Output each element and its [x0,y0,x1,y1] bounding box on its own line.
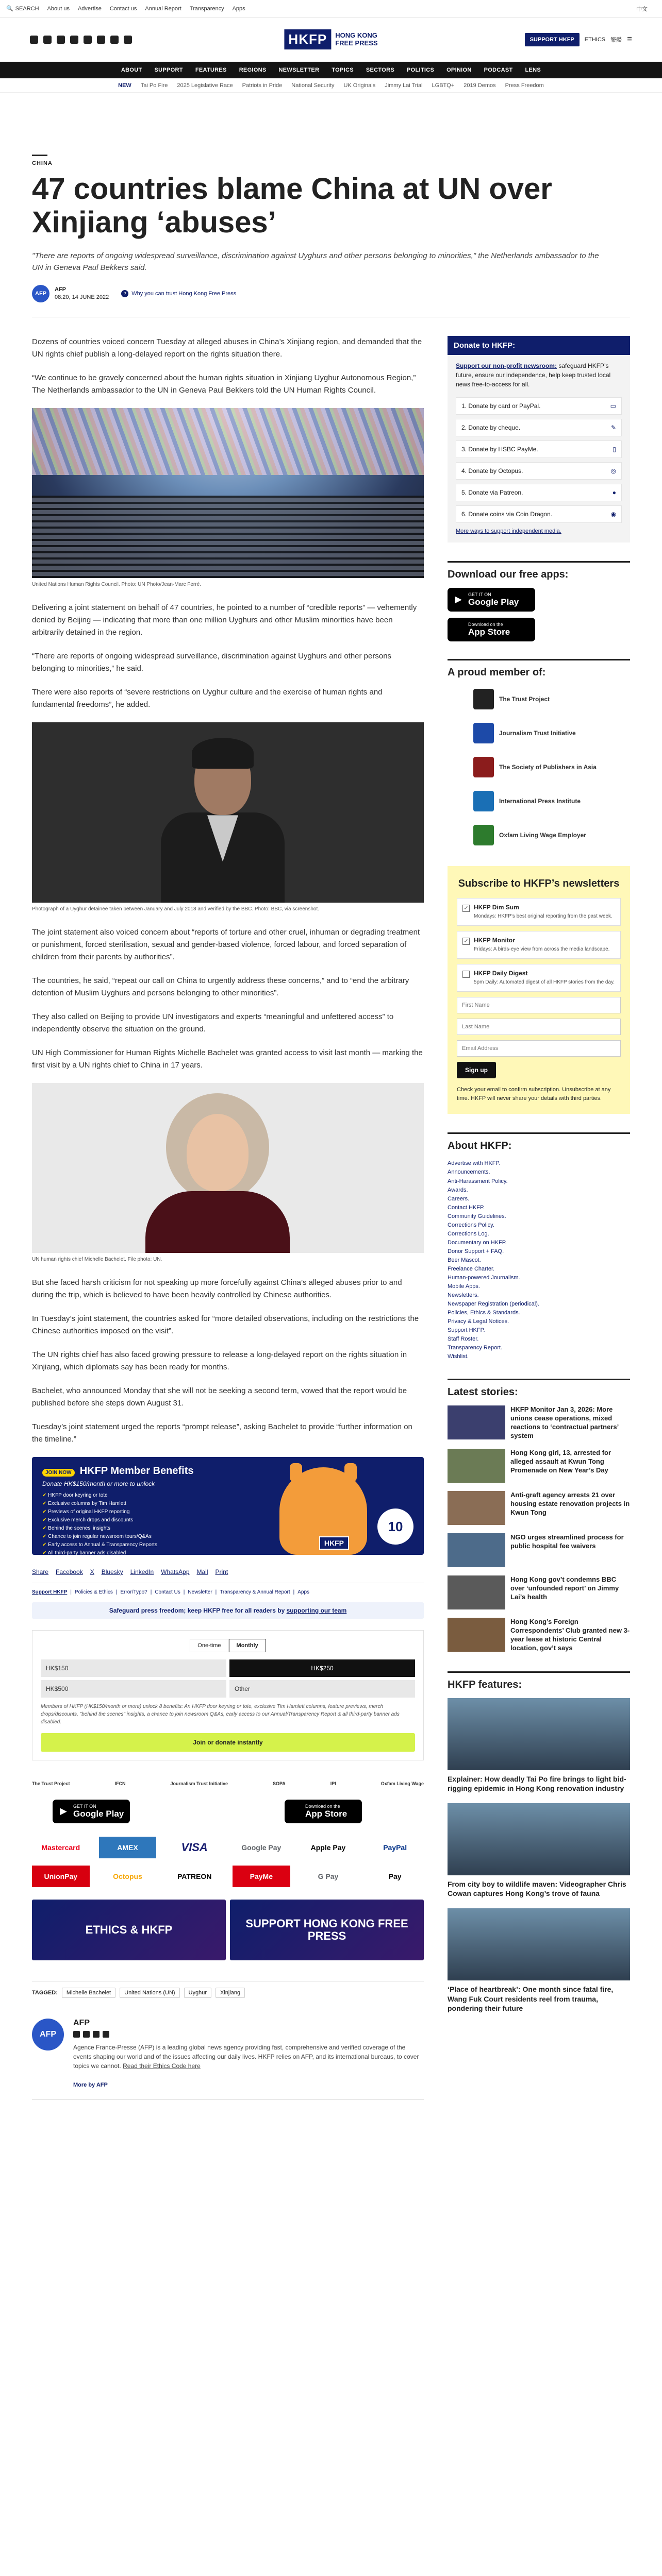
apple-pay-icon: Apple Pay [310,1843,346,1852]
story-thumbnail[interactable] [448,1618,505,1652]
caption: UN human rights chief Michelle Bachelet. File photo: UN. [32,1257,162,1263]
about-link[interactable]: Transparency Report. [448,1345,502,1351]
share-bluesky[interactable]: Bluesky [101,1568,123,1576]
payment-methods [32,1837,424,1887]
checkbox-checked[interactable]: ✓ [462,905,470,912]
member-org[interactable]: The Society of Publishers in Asia [448,754,630,781]
facebook-icon[interactable] [83,2031,90,2038]
sub-nav [0,78,662,93]
applepay-icon: Pay [388,1872,402,1881]
un-council-photo[interactable] [32,408,424,578]
social-icons [30,36,132,44]
first-name-input[interactable] [457,997,621,1013]
toggle-one-time[interactable]: One-time [190,1639,228,1652]
about-link[interactable]: Awards. [448,1187,468,1193]
about-link[interactable]: Anti-Harassment Policy. [448,1178,508,1184]
google-pay-icon: Google Pay [241,1843,282,1852]
author-bio: Agence France-Presse (AFP) is a leading global news agency providing fast, comprehensive and verified coverage of the events shaping our world and of the issues affecting our daily lives. HKFP relies on AFP, and its international bureaus, to cover topics we cannot. Read their Ethics Code here [73,2044,419,2070]
article-footer-links: Support HKFP | Policies & Ethics | Error/Typo? | Contact Us | Newsletter | Transparency & Annual Report | Apps [32,1589,310,1596]
footer-link[interactable]: Error/Typo? [120,1589,147,1596]
about-link[interactable]: Support HKFP. [448,1327,485,1334]
donate-sidebox-title: Donate to HKFP: [448,336,630,355]
story-thumbnail[interactable] [448,1533,505,1567]
subnav-item[interactable]: 2025 Legislative Race [177,82,233,89]
footer-link[interactable]: Newsletter [188,1589,212,1596]
jti-icon [473,723,494,743]
search-link[interactable]: 🔍 SEARCH [6,5,39,12]
google-play-badge[interactable]: ▶ GET IT ON Google Play [448,588,535,612]
gpay-icon: G Pay [318,1872,339,1881]
member-orgs [448,686,630,849]
article-dek: "There are reports of ongoing widespread surveillance, discrimination against Uyghurs and other persons belonging to minorities," the Netherlands ambassador to the UN in Geneva Paul Bekkers said. [32,251,599,273]
signup-fine-print: Check your email to confirm subscription. Unsubscribe at any time. HKFP will never share your details with third parties. [457,1087,611,1101]
feature-image[interactable] [448,1908,630,1980]
signup-button[interactable]: Sign up [457,1062,496,1078]
footer-link[interactable]: Policies & Ethics [74,1589,113,1596]
about-links [448,1159,630,1361]
nav-podcast[interactable]: PODCAST [484,67,513,73]
author-box-avatar[interactable]: AFP [32,2019,64,2050]
utility-annual-report[interactable]: Annual Report [145,5,181,12]
partner-logo[interactable]: IFCN [114,1781,126,1787]
share-print[interactable]: Print [215,1568,228,1576]
paragraph: The countries, he said, “repeat our call on China to urgently address these concerns,” and to “end the arbitrary detention of Muslim Uyghurs and persons belonging to other minorities”. [32,976,409,998]
facebook-icon[interactable] [30,36,38,44]
nav-topics[interactable]: TOPICS [332,67,354,73]
benefit-item: ✔ All third-party banner ads disabled [42,1549,413,1555]
donate-option[interactable]: 1. Donate by card or PayPal. ▭ [456,397,622,415]
patreon-icon: PATREON [177,1872,212,1881]
phone-icon: ▯ [613,446,616,453]
about-link[interactable]: Human-powered Journalism. [448,1275,520,1281]
donate-widget [32,1630,424,1760]
about-link[interactable]: Wishlist. [448,1353,469,1360]
web-icon[interactable] [103,2031,109,2038]
paragraph: Dozens of countries voiced concern Tuesday at alleged abuses in China’s Xinjiang region, and demanded that the UN rights chief publish a long-delayed report on the rights situation there. [32,337,422,359]
tags-row [32,1981,424,1998]
paragraph: Tuesday’s joint statement urged the reports “prompt release”, asking Bachelet to provide “further information on the timeline.” [32,1422,412,1444]
benefit-item: ✔ Chance to join regular newsroom tours/Q&As [42,1533,413,1541]
ipi-icon [473,791,494,811]
email-input[interactable] [457,1040,621,1057]
subscribe-title: Subscribe to HKFP’s newsletters [458,878,620,890]
more-by-author-link[interactable]: More by AFP [73,2082,108,2089]
byline [32,285,630,317]
lang-link[interactable]: 繁體 [610,37,622,43]
more-ways-link[interactable]: More ways to support independent media. [456,528,561,535]
why-trust-link[interactable]: ? Why you can trust Hong Kong Free Press [121,290,236,297]
donate-lead: Support our non-profit newsroom: safeguard HKFP’s future, ensure our independence, help keep trusted local news free-to-access for all. [456,362,611,388]
utility-apps[interactable]: Apps [232,5,245,12]
about-link[interactable]: Privacy & Legal Notices. [448,1318,509,1325]
masthead-actions [525,33,632,46]
join-donate-button[interactable]: Join or donate instantly [41,1733,415,1752]
card-icon: ▭ [610,402,616,410]
latest-story[interactable] [448,1618,630,1653]
about-link[interactable]: Donor Support + FAQ. [448,1248,504,1255]
about-link[interactable]: Contact HKFP. [448,1204,485,1211]
share-x[interactable]: X [90,1568,94,1576]
about-link[interactable]: Staff Roster. [448,1336,479,1343]
support-banner[interactable]: SUPPORT HONG KONG FREE PRESS [230,1900,424,1960]
about-link[interactable]: Careers. [448,1195,470,1202]
story-title[interactable]: Anti-graft agency arrests 21 over housing estate renovation projects in Kwun Tong [510,1491,630,1516]
x-icon[interactable] [43,36,52,44]
latest-story[interactable] [448,1491,630,1525]
threads-icon[interactable] [70,36,78,44]
anniversary-badge: 10 [377,1509,413,1545]
about-link[interactable]: Community Guidelines. [448,1213,506,1219]
utility-about[interactable]: About us [47,5,70,12]
checkbox[interactable] [462,971,470,978]
visa-icon: VISA [181,1841,208,1854]
menu-icon[interactable]: ☰ [627,37,632,43]
caption: Photograph of a Uyghur detainee taken between January and July 2018 and verified by the BBC. Photo: BBC, via screenshot. [32,906,320,912]
benefit-item: ✔ Previews of original HKFP reporting [42,1508,413,1516]
footer-link[interactable]: Apps [297,1589,310,1596]
feature-title[interactable]: From city boy to wildlife maven: Videographer Chris Cowan captures Hong Kong’s trove of fauna [448,1879,626,1898]
subnav-item[interactable]: 2019 Demos [464,82,496,89]
about-link[interactable]: Documentary on HKFP. [448,1239,507,1246]
youtube-icon[interactable] [84,36,92,44]
byline-date: 08:20, 14 JUNE 2022 [55,294,109,301]
category-rule [32,155,47,156]
feature-stories [448,1698,630,2013]
article-header [32,93,630,317]
byline-meta [55,286,109,302]
story-title[interactable]: Hong Kong gov’t condemns BBC over ‘unfounded report’ on Jimmy Lai’s health [510,1575,619,1601]
byline-author[interactable]: AFP [55,286,66,293]
feature-title[interactable]: ‘Place of heartbreak’: One month since fatal fire, Wang Fuk Court residents reel from trauma, pondering their future [448,1985,614,2012]
partner-logo[interactable]: The Trust Project [32,1781,70,1787]
subnav-item[interactable]: Press Freedom [505,82,544,89]
figure-un-council [32,408,424,588]
about-link[interactable]: Newsletters. [448,1292,479,1299]
member-org[interactable]: International Press Institute [448,788,630,815]
amount-options [41,1659,415,1698]
utility-lang[interactable]: 中文 [636,6,648,12]
logo-mark: HKFP [284,29,331,49]
frequency-toggle [41,1639,415,1652]
member-title: A proud member of: [448,659,630,679]
subnav-new-label: NEW [118,82,131,89]
utility-transparency[interactable]: Transparency [189,5,224,12]
google-play-badge[interactable]: ▶ GET IT ON Google Play [53,1800,130,1823]
nav-lens[interactable]: LENS [525,67,541,73]
caption: United Nations Human Rights Council. Photo: UN Photo/Jean-Marc Ferré. [32,582,201,588]
partner-logo[interactable]: Oxfam Living Wage [380,1781,424,1787]
nav-opinion[interactable]: OPINION [446,67,472,73]
donate-note: Members of HKFP (HK$150/month or more) unlock 8 benefits: An HKFP door keyring or tote, exclusive Tim Hamlett columns, feature previews, merch drops/discounts, "behind the scenes" insights, a chance to join newsroom Q&As, early access to our Annual/Transparency Report & all third-party banner ads disabled. [41,1704,400,1725]
sidebar-store-badges [448,588,630,641]
article-title: 47 countries blame China at UN over Xinjiang ‘abuses’ [32,172,552,239]
cheque-icon: ✎ [610,424,616,432]
share-facebook[interactable]: Facebook [56,1568,83,1576]
octopus-icon: Octopus [113,1872,142,1881]
donate-option[interactable]: 2. Donate by cheque. ✎ [456,419,622,436]
support-hkfp-button[interactable]: SUPPORT HKFP [525,33,580,46]
nav-support[interactable]: SUPPORT [154,67,183,73]
latest-title: Latest stories: [448,1379,630,1398]
app-store-badge[interactable]: Download on the App Store [285,1800,362,1823]
subnav-item[interactable]: Tai Po Fire [140,82,168,89]
instagram-icon[interactable] [57,36,65,44]
author-social [73,2031,424,2038]
non-profit-link[interactable]: Support our non-profit newsroom: [456,362,557,370]
donate-option[interactable]: 4. Donate by Octopus. ◎ [456,462,622,480]
figure-detainee [32,722,424,913]
partner-logo[interactable]: SOPA [272,1781,286,1787]
story-thumbnail[interactable] [448,1575,505,1609]
octopus-icon: ◎ [610,467,616,475]
newsletter-signup [448,866,630,1114]
search-icon: 🔍 [6,6,13,12]
utility-contact[interactable]: Contact us [109,5,137,12]
join-now-tag: JOIN NOW [42,1469,75,1477]
promo-banners [32,1900,424,1960]
share-linkedin[interactable]: LinkedIn [130,1568,154,1576]
bluesky-icon[interactable] [110,36,119,44]
tag-link[interactable]: United Nations (UN) [120,1988,179,1998]
partner-logo[interactable]: IPI [330,1781,336,1787]
member-banner-title: HKFP Member Benefits [79,1465,194,1477]
trust-project-icon [473,689,494,709]
newsletter-option[interactable]: ✓ HKFP Dim Sum Mondays: HKFP’s best original reporting from the past week. [457,898,621,926]
subnav-item[interactable]: UK Originals [343,82,376,89]
main-nav [0,62,662,78]
member-org[interactable]: The Trust Project [448,686,630,713]
masthead [0,18,662,62]
paragraph: The joint statement also voiced concern about “reports of torture and other cruel, inhuman or degrading treatment or punishment, forced sterilisation, sexual and gender-based violence, forced labour, and forced separation of children from their parents by authorities”. [32,928,420,962]
amount-option[interactable]: Other [229,1680,415,1698]
share-mail[interactable]: Mail [196,1568,208,1576]
benefit-item: ✔ Exclusive columns by Tim Hamlett [42,1500,413,1508]
utility-bar [0,0,662,18]
checkbox-checked[interactable]: ✓ [462,938,470,945]
newsletter-option[interactable]: HKFP Daily Digest 5pm Daily: Automated digest of all HKFP stories from the day. [457,964,621,992]
linkedin-icon[interactable] [97,36,105,44]
amount-option[interactable]: HK$150 [41,1659,226,1677]
footer-link[interactable]: Support HKFP [32,1589,68,1596]
paragraph: “We continue to be gravely concerned about the human rights situation in Xinjiang Uyghur Autonomous Region,” The Netherlands ambassador to the UN in Geneva Paul Bekkers told the UN Human Rights Council. [32,374,416,395]
amount-option[interactable]: HK$500 [41,1680,226,1698]
member-org[interactable]: Oxfam Living Wage Employer [448,822,630,849]
paragraph: Bachelet, who announced Monday that she will not be seeking a second term, vowed that the report would be published before she steps down August 31. [32,1386,407,1408]
story-thumbnail[interactable] [448,1449,505,1483]
nav-newsletter[interactable]: NEWSLETTER [278,67,320,73]
latest-story[interactable] [448,1575,630,1609]
benefit-item: ✔ Exclusive merch drops and discounts [42,1516,413,1524]
detainee-photo[interactable] [32,722,424,903]
tag-link[interactable]: Michelle Bachelet [62,1988,115,1998]
donate-sidebox [448,336,630,543]
safeguard-callout: Safeguard press freedom; keep HKFP free for all readers by supporting our team [32,1602,424,1619]
member-banner-sub: Donate HK$150/month or more to unlock [42,1480,155,1488]
paragraph: UN High Commissioner for Human Rights Michelle Bachelet was granted access to visit last month — marking the first visit by a UN rights chief to China in 17 years. [32,1048,423,1070]
figure-bachelet [32,1083,424,1263]
benefit-item: ✔ HKFP door keyring or tote [42,1492,413,1500]
features-title: HKFP features: [448,1671,630,1691]
member-benefits-banner[interactable] [32,1457,424,1555]
coin-icon: ◉ [610,511,616,518]
subnav-item[interactable]: National Security [291,82,335,89]
feature-image[interactable] [448,1698,630,1770]
about-link[interactable]: Corrections Policy. [448,1222,494,1228]
logo-text: HONG KONG FREE PRESS [335,31,378,47]
feature-title[interactable]: Explainer: How deadly Tai Po fire brings to light bid-rigging epidemic in Hong Kong renovation industry [448,1774,626,1792]
benefit-item: ✔ Behind the scenes' insights [42,1524,413,1533]
paragraph: Delivering a joint statement on behalf of 47 countries, he pointed to a number of “credible reports” — vehemently denied by Beijing — indicating that more than one million Uyghurs and other Muslim minorities have been arbitrarily detained in the region. [32,603,417,637]
story-thumbnail[interactable] [448,1405,505,1439]
last-name-input[interactable] [457,1019,621,1035]
paragraph: The UN rights chief has also faced growing pressure to release a long-delayed report on the rights situation in Xinjiang, which diplomats say has been ready for months. [32,1350,407,1372]
partner-logos [32,1781,424,1786]
share-bar [32,1568,424,1583]
paragraph: They also called on Beijing to provide UN investigators and experts “meaningful and unfettered access” to independently observe the situation on the ground. [32,1012,394,1034]
toggle-monthly[interactable]: Monthly [229,1639,266,1652]
sidebar [448,336,630,2100]
instagram-icon[interactable] [93,2031,100,2038]
about-link[interactable]: Policies, Ethics & Standards. [448,1310,520,1316]
about-link[interactable]: Corrections Log. [448,1230,489,1237]
paragraph: In Tuesday’s joint statement, the countries asked for “more detailed observations, including on the restrictions the Chinese authorities imposed on the visit”. [32,1314,419,1336]
question-icon: ? [121,290,128,297]
member-org[interactable]: Journalism Trust Initiative [448,720,630,747]
ethics-banner[interactable]: ETHICS & HKFP [32,1900,226,1960]
sopa-icon [473,757,494,777]
story-title[interactable]: Hong Kong girl, 13, arrested for alleged assault at Kwun Tong Promenade on New Year’s Day [510,1449,611,1474]
share-link[interactable]: Share [32,1568,49,1576]
story-title[interactable]: Hong Kong’s Foreign Correspondents’ Club granted new 3-year lease at historic Central location, gov’t says [510,1618,630,1652]
subnav-item[interactable]: Patriots in Pride [242,82,283,89]
story-title[interactable]: NGO urges streamlined process for public hospital fee waivers [510,1533,624,1550]
patreon-icon: ● [612,489,616,497]
paragraph: But she faced harsh criticism for not speaking up more forcefully against China’s alleged abuses prior to and during the trip, which is believed to have been heavily controlled by Chinese authorities. [32,1278,402,1300]
about-link[interactable]: Freelance Charter. [448,1265,495,1272]
donate-option[interactable]: 3. Donate by HSBC PayMe. ▯ [456,440,622,458]
latest-story[interactable] [448,1405,630,1440]
partner-logo[interactable]: Journalism Trust Initiative [170,1781,228,1787]
oxfam-icon [473,825,494,845]
support-team-link[interactable]: supporting our team [286,1607,347,1615]
share-whatsapp[interactable]: WhatsApp [161,1568,190,1576]
about-link[interactable]: Mobile Apps. [448,1283,480,1290]
benefit-item: ✔ Early access to Annual & Transparency Reports [42,1541,413,1549]
subnav-item[interactable]: LGBTQ+ [432,82,455,89]
tags-label: TAGGED: [32,1990,58,1996]
nav-politics[interactable]: POLITICS [406,67,435,73]
mastercard-icon: Mastercard [41,1843,80,1852]
author-box [32,2019,424,2100]
donate-option[interactable]: 6. Donate coins via Coin Dragon. ◉ [456,505,622,523]
nav-sectors[interactable]: SECTORS [366,67,394,73]
footer-link[interactable]: Transparency & Annual Report [220,1589,290,1596]
amex-icon: AMEX [99,1837,157,1858]
nav-regions[interactable]: REGIONS [239,67,267,73]
subnav-item[interactable]: Jimmy Lai Trial [385,82,423,89]
about-title: About HKFP: [448,1132,630,1152]
article-category[interactable]: CHINA [32,160,53,166]
paragraph: There were also reports of “severe restrictions on Uyghur culture and the exercise of human rights and fundamental freedoms”, he added. [32,688,383,709]
paypal-icon: PayPal [383,1843,407,1852]
app-store-badge[interactable]: Download on the App Store [448,618,535,641]
utility-advertise[interactable]: Advertise [77,5,102,12]
bachelet-photo[interactable] [32,1083,424,1253]
latest-story[interactable] [448,1533,630,1567]
tag-link[interactable]: Uyghur [184,1988,211,1998]
unionpay-icon: UnionPay [32,1866,90,1887]
latest-story[interactable] [448,1449,630,1483]
donate-option[interactable]: 5. Donate via Patreon. ● [456,484,622,501]
site-logo[interactable] [284,29,377,49]
nav-about[interactable]: ABOUT [121,67,142,73]
apps-title: Download our free apps: [448,561,630,581]
author-avatar[interactable]: AFP [32,285,49,302]
footer-link[interactable]: Contact Us [155,1589,180,1596]
article-body [32,336,424,2100]
about-link[interactable]: Announcements. [448,1169,490,1176]
nav-features[interactable]: FEATURES [195,67,227,73]
story-thumbnail[interactable] [448,1491,505,1525]
x-icon[interactable] [73,2031,80,2038]
banner-logo: HKFP [319,1536,349,1550]
payme-icon: PayMe [233,1866,290,1887]
store-badges [32,1800,424,1823]
newsletter-option[interactable]: ✓ HKFP Monitor Fridays: A birds-eye view from across the media landscape. [457,931,621,959]
telegram-icon[interactable] [124,36,132,44]
about-link[interactable]: Beer Mascot. [448,1257,481,1263]
feature-image[interactable] [448,1803,630,1875]
tag-link[interactable]: Xinjiang [216,1988,245,1998]
story-title[interactable]: HKFP Monitor Jan 3, 2026: More unions cease operations, mixed reactions to ‘contractual partners’ system [510,1405,619,1440]
amount-option-selected[interactable]: HK$250 [229,1659,415,1677]
about-link[interactable]: Advertise with HKFP. [448,1160,501,1167]
latest-stories [448,1405,630,1652]
ethics-code-link[interactable]: Read their Ethics Code here [123,2062,201,2070]
paragraph: “There are reports of ongoing widespread surveillance, discrimination against Uyghurs and other persons belonging to minorities,” he said. [32,652,392,673]
author-box-name[interactable]: AFP [73,2019,90,2028]
ethics-link[interactable]: ETHICS [584,36,606,43]
about-link[interactable]: Newspaper Registration (periodical). [448,1301,539,1308]
